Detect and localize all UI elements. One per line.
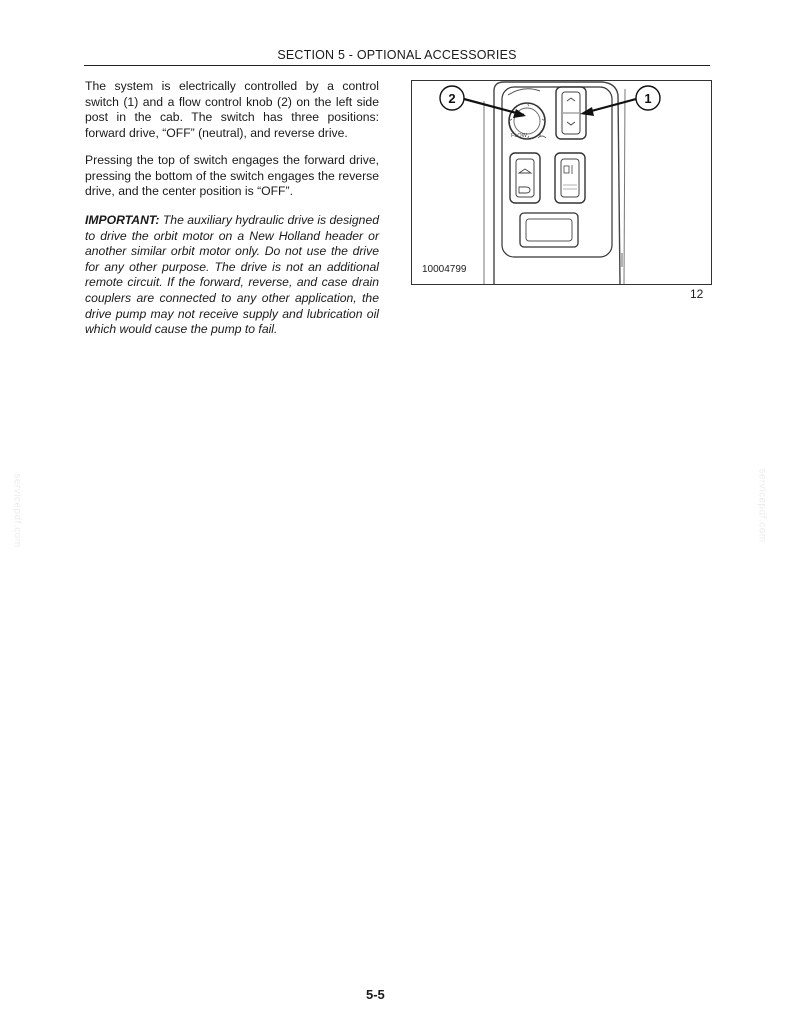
flow-knob [508, 89, 545, 139]
callout-2-label: 2 [448, 91, 456, 106]
beacon-switch [555, 153, 585, 203]
paragraph-control-description: The system is electrically controlled by a control switch (1) and a flow control knob (2) on the left side post in the cab. The switch has three positions: forward drive, “OFF” (neutral), and reverse drive. [85, 79, 379, 140]
watermark-left: servicepdf.com [11, 473, 23, 548]
page-number: 5-5 [366, 987, 385, 1002]
knob-label: FLOW [511, 133, 527, 139]
watermark-right: servicepdf.com [756, 468, 768, 543]
auxiliary-drive-switch [556, 87, 586, 139]
blank-switch-slot [520, 213, 578, 247]
important-note [85, 213, 379, 338]
callout-1-label: 1 [644, 91, 652, 106]
light-switch [510, 153, 540, 203]
paragraph-switch-positions: Pressing the top of switch engages the forward drive, pressing the bottom of the switch engages the reverse drive, and the center position is “OFF”. [85, 153, 379, 199]
section-header: SECTION 5 - OPTIONAL ACCESSORIES [277, 48, 517, 62]
figure-number: 12 [690, 287, 704, 301]
important-label: IMPORTANT: [85, 213, 160, 227]
control-panel-figure [411, 80, 712, 285]
important-text: The auxiliary hydraulic drive is designed to drive the orbit motor on a New Holland header or another similar orbit motor only. Do not use the drive for any other purpose. The drive is not an additional remote circuit. If the forward, reverse, and case drain couplers are connected to any other application, the drive pump may not receive supply and lubrication oil which would cause the pump to fail. [85, 213, 379, 337]
header-divider [84, 65, 710, 66]
figure-image-id: 10004799 [422, 264, 467, 275]
